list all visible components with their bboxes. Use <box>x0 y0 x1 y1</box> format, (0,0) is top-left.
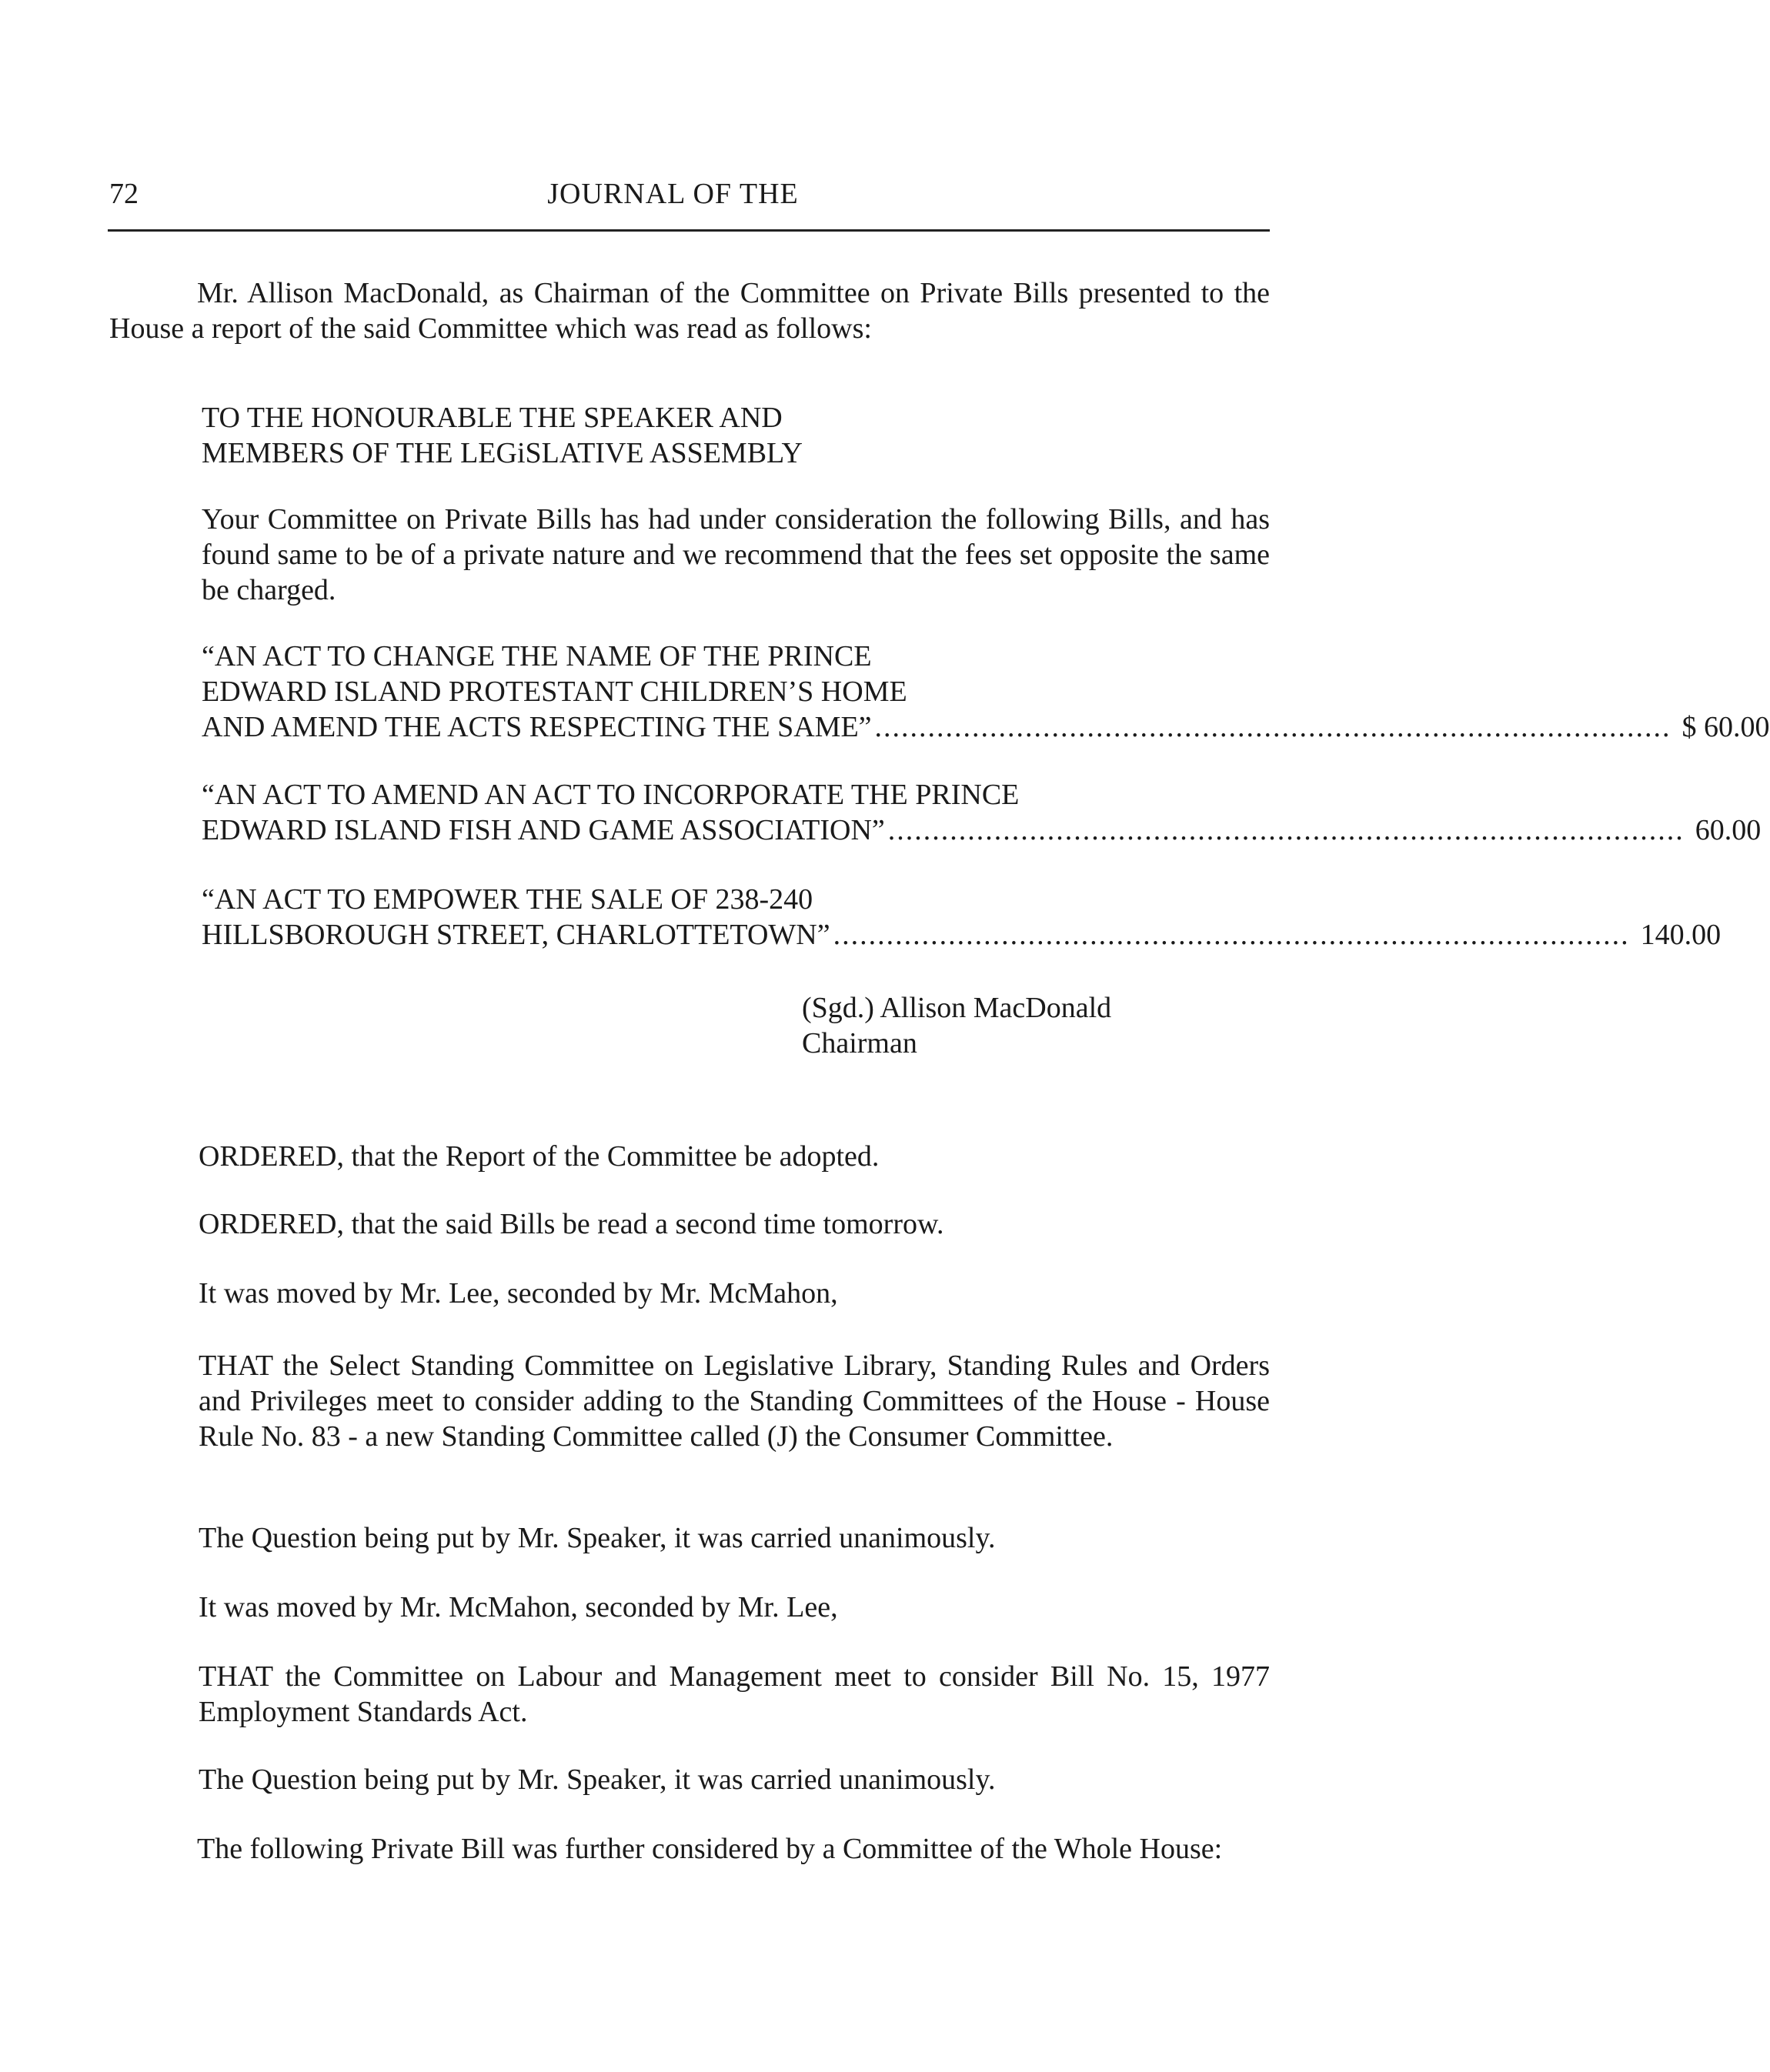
bill-title-line: “AN ACT TO AMEND AN ACT TO INCORPORATE THE PRINCE <box>202 779 1020 811</box>
report-address-line-2: MEMBERS OF THE LEGiSLATIVE ASSEMBLY <box>202 437 803 469</box>
signature-block <box>802 990 1111 1061</box>
dot-leader: .......................................................................................... <box>887 814 1685 846</box>
bill-fee: $ 60.00 <box>1682 711 1770 743</box>
header-rule <box>108 229 1270 232</box>
bill-fee: 60.00 <box>1695 814 1762 846</box>
intro-paragraph: Mr. Allison MacDonald, as Chairman of the Committee on Private Bills presented to the House a report of the said Committee which was read as follows: <box>109 277 1270 345</box>
motion-text: THAT the Committee on Labour and Management meet to consider Bill No. 15, 1977 Employment Standards Act. <box>199 1660 1270 1728</box>
ordered-paragraph: ORDERED, that the said Bills be read a second time tomorrow. <box>199 1208 944 1240</box>
bill-entry <box>202 777 1762 848</box>
report-body: Your Committee on Private Bills has had under consideration the following Bills, and has found same to be of a private nature and we recommend that the fees set opposite the same be charged. <box>202 503 1270 606</box>
signature: (Sgd.) Allison MacDonald <box>802 992 1112 1024</box>
bill-title-line: EDWARD ISLAND PROTESTANT CHILDREN’S HOME <box>202 676 907 708</box>
motion-intro: It was moved by Mr. Lee, seconded by Mr. McMahon, <box>199 1277 838 1310</box>
bill-entry <box>202 639 1770 745</box>
motion-text: THAT the Select Standing Committee on Legislative Library, Standing Rules and Orders and Privileges meet to consider adding to the Standing Committees of the House - House Rule No. 83 - a new Standing Committee called (J) the Consumer Committee. <box>199 1350 1270 1453</box>
bill-entry <box>202 882 1722 953</box>
bill-title-line: EDWARD ISLAND FISH AND GAME ASSOCIATION” <box>202 814 885 846</box>
bill-title-line: “AN ACT TO EMPOWER THE SALE OF 238-240 <box>202 883 813 916</box>
closing-paragraph: The following Private Bill was further considered by a Committee of the Whole House: <box>197 1833 1223 1865</box>
bill-fee: 140.00 <box>1640 919 1722 951</box>
bill-title-line: “AN ACT TO CHANGE THE NAME OF THE PRINCE <box>202 640 872 672</box>
running-head: JOURNAL OF THE <box>547 178 799 210</box>
ordered-paragraph: ORDERED, that the Report of the Committee be adopted. <box>199 1140 880 1173</box>
bill-title-line: HILLSBOROUGH STREET, CHARLOTTETOWN” <box>202 919 830 951</box>
question-result: The Question being put by Mr. Speaker, it was carried unanimously. <box>199 1522 996 1554</box>
motion-intro: It was moved by Mr. McMahon, seconded by Mr. Lee, <box>199 1591 838 1623</box>
bill-title-line: AND AMEND THE ACTS RESPECTING THE SAME” <box>202 711 872 743</box>
question-result: The Question being put by Mr. Speaker, it was carried unanimously. <box>199 1763 996 1796</box>
page-number: 72 <box>109 178 139 210</box>
dot-leader: .......................................................................................... <box>874 711 1671 743</box>
dot-leader: .......................................................................................... <box>833 919 1630 951</box>
signature-title: Chairman <box>802 1027 917 1059</box>
report-address-line-1: TO THE HONOURABLE THE SPEAKER AND <box>202 402 783 434</box>
